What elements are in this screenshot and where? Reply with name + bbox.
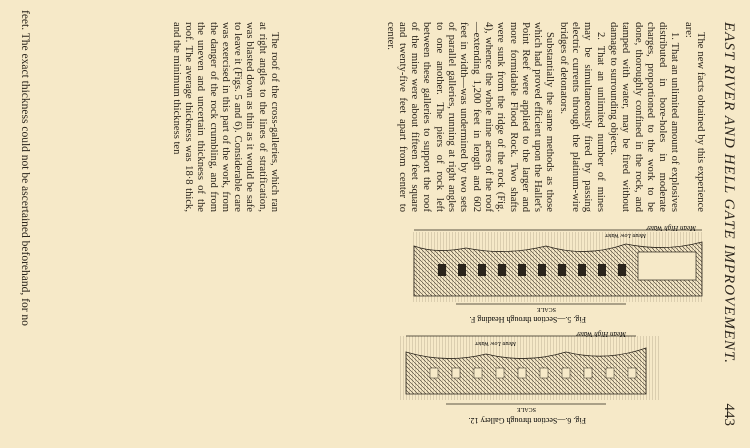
fig5-high-water-label: Mean High Water — [646, 224, 696, 232]
page-number: 443 — [721, 403, 738, 426]
figures-column — [106, 222, 706, 432]
fig5-low-water-label: Mean Low Water — [604, 232, 646, 238]
fact-1-paragraph: 1. That an unlimited amount of explosives distributed in bore-holes in moderate charges, proportioned to the work to be done, thoroughly confined in the rock, and tamped with water, may be fired without damage to surrounding objects. — [607, 22, 681, 212]
running-head — [718, 22, 740, 426]
fig5-scale-label: SCALE — [536, 306, 556, 312]
fact-2-paragraph: 2. That an unlimited number of mines may be simultaneously fired by passing electric currents through the platinum-wire bridges of detonators. — [557, 22, 606, 212]
flood-rock-paragraph: Substantially the same methods as those which had proved efficient upon the Hallet's Point Reef were applied to the larger and more formidable Flood Rock. Two shafts were sunk from the ridge of the rock (Fig. 4), whence the whole nine acres of the roof—extending 1,200 feet in length and 602 feet in width—was undermined by two sets of parallel galleries, running at right angles to one another. The piers of rock left between these galleries to support the roof of the mine were about fifteen feet square and twenty-five feet apart from center to center. — [384, 22, 556, 212]
running-head-title: EAST RIVER AND HELL GATE IMPROVEMENT. — [721, 22, 738, 364]
figures-svg — [106, 222, 706, 432]
fig6-low-water-label: Mean Low Water — [474, 340, 516, 346]
fig5-caption: Fig. 5.—Section through Heading F. — [469, 315, 586, 324]
fig6-high-water-label: Mean High Water — [576, 330, 626, 338]
narrow-text-column — [169, 22, 280, 212]
fig6-scale-label: SCALE — [516, 406, 536, 412]
intro-paragraph: The new facts obtained by this experience are: — [682, 22, 706, 212]
figure-6 — [400, 330, 660, 425]
fig5-shaft — [638, 252, 696, 280]
figure-5 — [412, 224, 702, 324]
continuation-line: feet. The exact thickness could not be ascertained beforehand, for no — [19, 10, 31, 326]
fig6-caption: Fig. 6.—Section through Gallery 12. — [468, 416, 586, 425]
roof-paragraph: The roof of the cross-galleries, which ran at right angles to the lines of stratification, was blasted down as thin as it would be safe to leave it (Figs. 5 and 6). Considerable care was exercised in this part of the work, from the danger of the rock crumbling, and from the uneven and uncertain thickness of the roof. The average thickness was 18·8 thick, and the minimum thickness ten — [170, 22, 280, 212]
main-text-column — [382, 22, 706, 212]
